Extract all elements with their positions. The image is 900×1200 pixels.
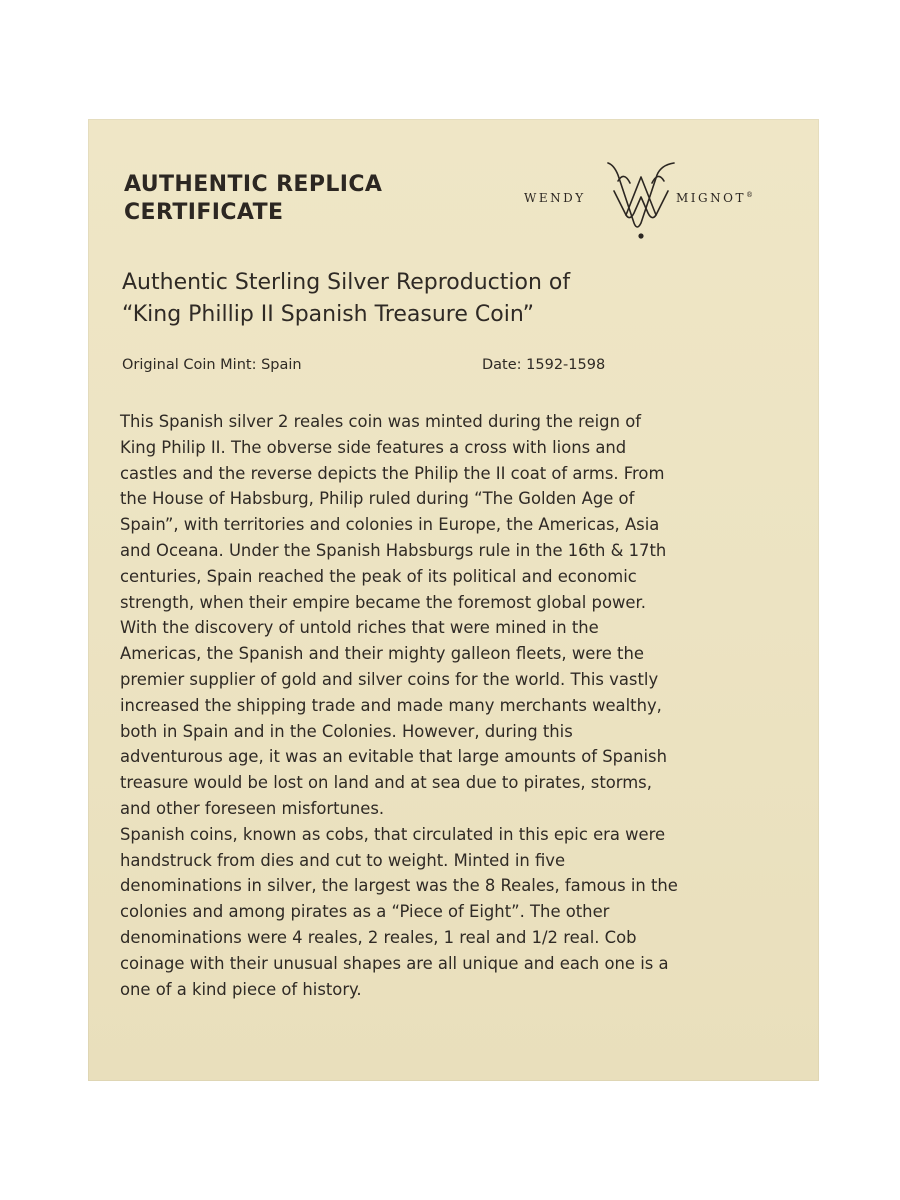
- description-line: coinage with their unusual shapes are all unique and each one is a: [120, 953, 669, 973]
- description-line: Spanish coins, known as cobs, that circulated in this epic era were: [120, 824, 666, 844]
- description-line: With the discovery of untold riches that were mined in the: [120, 618, 599, 638]
- description-line: King Philip II. The obverse side features a cross with lions and: [120, 437, 627, 457]
- description-line: This Spanish silver 2 reales coin was minted during the reign of: [120, 412, 641, 431]
- certificate-title-line-2: CERTIFICATE: [124, 200, 284, 225]
- coin-date: Date: 1592-1598: [482, 357, 606, 373]
- description-line: castles and the reverse depicts the Philip the II coat of arms. From: [120, 463, 665, 483]
- brand-logo: [516, 153, 766, 243]
- description-line: Spain”, with territories and colonies in Europe, the Americas, Asia: [120, 515, 660, 535]
- description-line: the House of Habsburg, Philip ruled during “The Golden Age of: [120, 489, 635, 509]
- description-line: and other foreseen misfortunes.: [120, 798, 385, 818]
- original-mint: Original Coin Mint: Spain: [122, 357, 302, 373]
- description-line: colonies and among pirates as a “Piece of Eight”. The other: [120, 902, 610, 922]
- certificate-title: [124, 171, 382, 227]
- brand-name-right-text: MIGNOT: [676, 191, 746, 205]
- description-line: premier supplier of gold and silver coins for the world. This vastly: [120, 669, 659, 689]
- wm-monogram-icon: [604, 153, 678, 243]
- description-line: handstruck from dies and cut to weight. Minted in five: [120, 850, 566, 870]
- description-line: treasure would be lost on land and at sea due to pirates, storms,: [120, 773, 652, 793]
- registered-mark: ®: [745, 191, 753, 199]
- brand-name-left: WENDY: [524, 191, 586, 205]
- description-line: increased the shipping trade and made many merchants wealthy,: [120, 695, 662, 715]
- description-line: and Oceana. Under the Spanish Habsburgs rule in the 16th & 17th: [120, 540, 667, 560]
- description-line: denominations were 4 reales, 2 reales, 1 real and 1/2 real. Cob: [120, 927, 637, 947]
- description-line: Americas, the Spanish and their mighty galleon fleets, were the: [120, 644, 644, 664]
- certificate-title-line-1: AUTHENTIC REPLICA: [124, 172, 383, 197]
- description-line: denominations in silver, the largest was the 8 Reales, famous in the: [120, 876, 678, 896]
- description-line: centuries, Spain reached the peak of its political and economic: [120, 566, 637, 586]
- product-heading-line-1: Authentic Sterling Silver Reproduction of: [122, 270, 571, 295]
- product-heading: [122, 267, 570, 331]
- brand-name-right: [676, 191, 753, 205]
- description-line: one of a kind piece of history.: [120, 979, 362, 999]
- description-line: both in Spain and in the Colonies. However, during this: [120, 721, 573, 741]
- description-line: adventurous age, it was an evitable that large amounts of Spanish: [120, 747, 667, 767]
- certificate-card: [88, 119, 819, 1081]
- description-text: [120, 409, 780, 1002]
- description-line: strength, when their empire became the foremost global power.: [120, 592, 646, 612]
- product-heading-line-2: “King Phillip II Spanish Treasure Coin”: [122, 302, 534, 327]
